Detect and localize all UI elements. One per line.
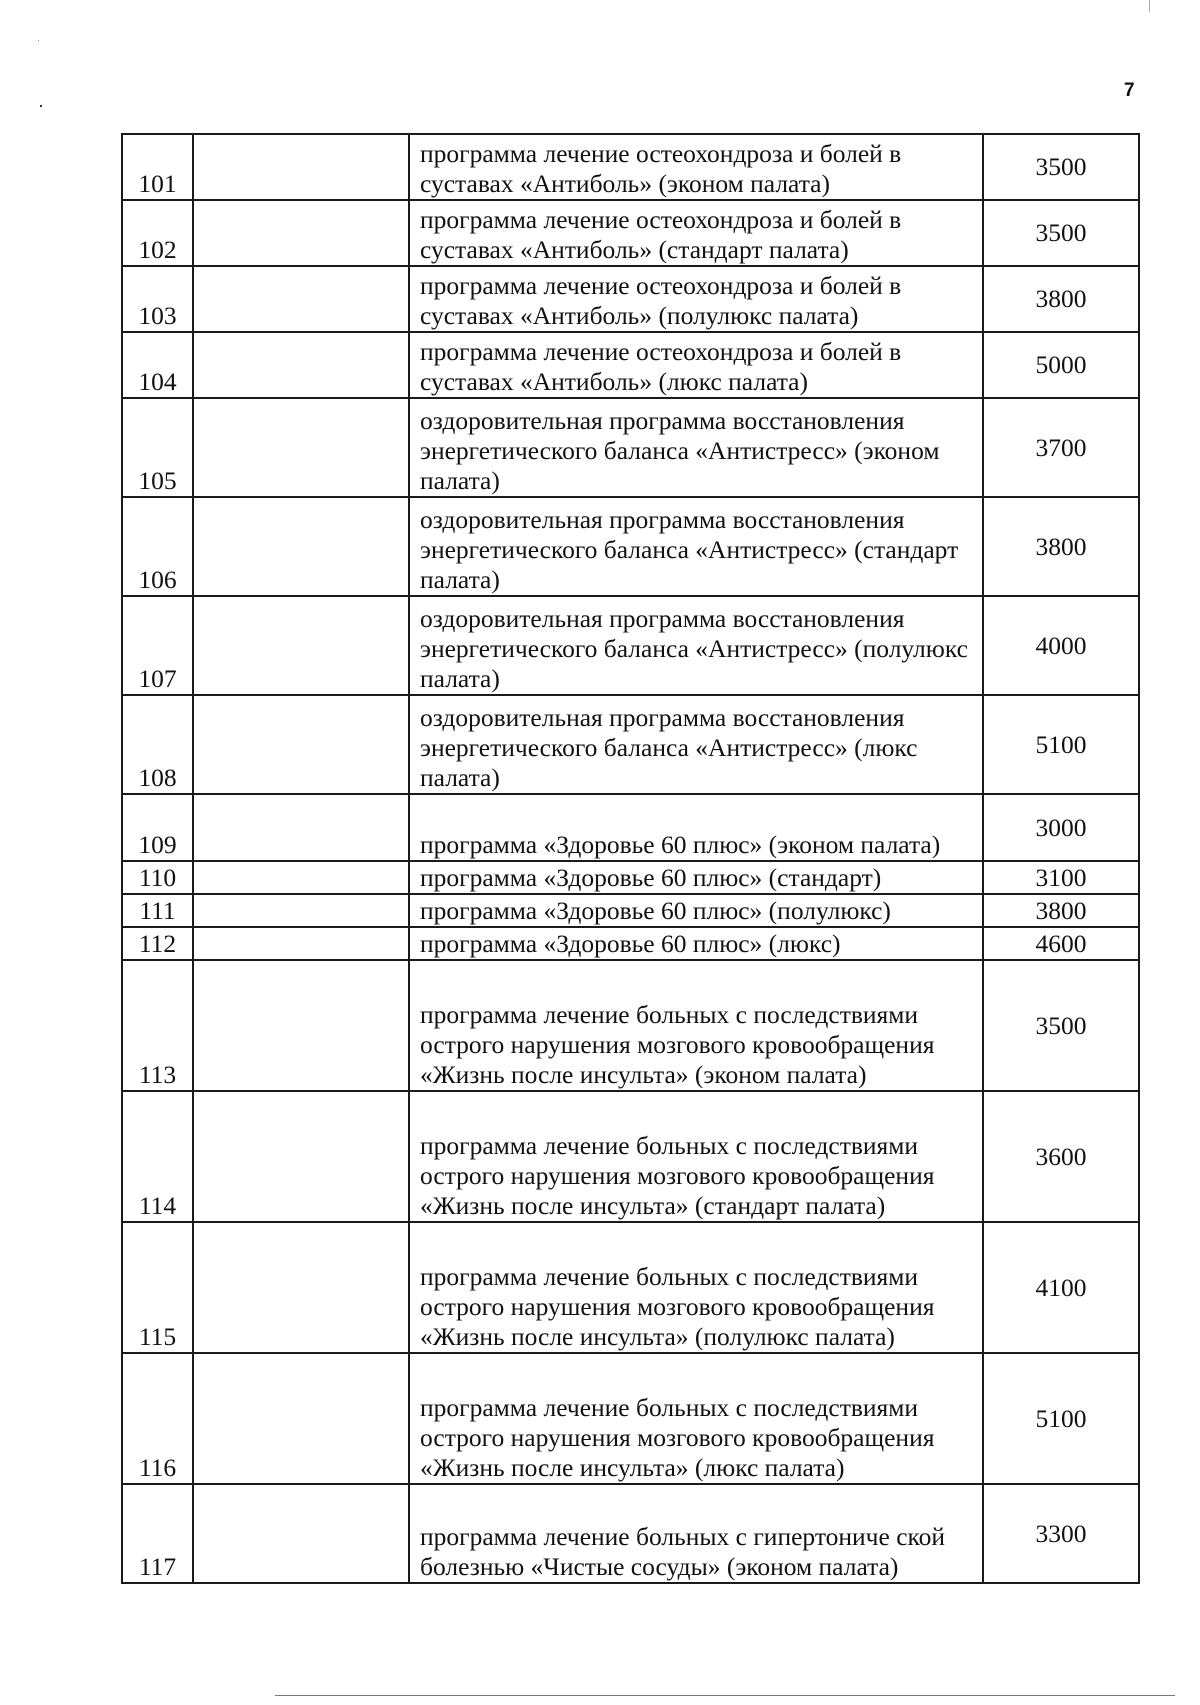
- row-code: [193, 266, 409, 332]
- row-price: 4000: [983, 596, 1139, 695]
- bottom-edge-rule: [275, 1695, 1175, 1696]
- row-price: 3700: [983, 398, 1139, 497]
- table-row: [122, 398, 1139, 497]
- row-number: 101: [122, 134, 193, 200]
- row-number: 112: [122, 927, 193, 960]
- row-price: 3000: [983, 794, 1139, 861]
- row-price: 5000: [983, 332, 1139, 398]
- table-row: [122, 1222, 1139, 1353]
- row-code: [193, 332, 409, 398]
- row-price: 3300: [983, 1484, 1139, 1583]
- row-code: [193, 134, 409, 200]
- row-code: [193, 794, 409, 861]
- scan-speck: [38, 40, 39, 41]
- table-row: [122, 497, 1139, 596]
- table-row: [122, 1484, 1139, 1583]
- table-row: [122, 927, 1139, 960]
- table-row: [122, 266, 1139, 332]
- row-service-name: оздоровительная программа восстановления энергетического баланса «Антистресс» (стандарт палата): [409, 497, 983, 596]
- row-price: 3500: [983, 200, 1139, 266]
- row-number: 107: [122, 596, 193, 695]
- row-number: 111: [122, 894, 193, 927]
- page-number: 7: [1124, 80, 1135, 101]
- row-service-name: программа лечение остеохондроза и болей в суставах «Антиболь» (полулюкс палата): [409, 266, 983, 332]
- row-service-name: программа лечение больных с гипертониче ской болезнью «Чистые сосуды» (эконом палата): [409, 1484, 983, 1583]
- price-table: [121, 133, 1140, 1584]
- row-price: 3800: [983, 266, 1139, 332]
- table-row: [122, 134, 1139, 200]
- row-service-name: программа лечение больных с последствиями острого нарушения мозгового кровообращения «Жизнь после инсульта» (полулюкс палата): [409, 1222, 983, 1353]
- table-row: [122, 1091, 1139, 1222]
- row-service-name: программа лечение остеохондроза и болей в суставах «Антиболь» (люкс палата): [409, 332, 983, 398]
- row-service-name: программа лечение больных с последствиями острого нарушения мозгового кровообращения «Жизнь после инсульта» (люкс палата): [409, 1353, 983, 1484]
- table-row: [122, 332, 1139, 398]
- row-code: [193, 200, 409, 266]
- row-price: 4100: [983, 1222, 1139, 1353]
- row-code: [193, 1484, 409, 1583]
- scan-speck: [40, 105, 42, 107]
- row-service-name: оздоровительная программа восстановления энергетического баланса «Антистресс» (полулюкс палата): [409, 596, 983, 695]
- table-row: [122, 200, 1139, 266]
- row-service-name: программа лечение больных с последствиями острого нарушения мозгового кровообращения «Жизнь после инсульта» (эконом палата): [409, 960, 983, 1091]
- row-service-name: программа «Здоровье 60 плюс» (стандарт): [409, 861, 983, 894]
- row-price: 5100: [983, 695, 1139, 794]
- row-code: [193, 398, 409, 497]
- row-service-name: программа «Здоровье 60 плюс» (полулюкс): [409, 894, 983, 927]
- row-service-name: оздоровительная программа восстановления энергетического баланса «Антистресс» (эконом палата): [409, 398, 983, 497]
- row-code: [193, 695, 409, 794]
- row-price: 3800: [983, 497, 1139, 596]
- row-number: 106: [122, 497, 193, 596]
- row-price: 4600: [983, 927, 1139, 960]
- table-row: [122, 596, 1139, 695]
- row-code: [193, 1353, 409, 1484]
- table-row: [122, 794, 1139, 861]
- row-code: [193, 894, 409, 927]
- row-code: [193, 1091, 409, 1222]
- scan-edge-mark: [1149, 0, 1150, 12]
- row-price: 3100: [983, 861, 1139, 894]
- row-code: [193, 960, 409, 1091]
- row-number: 104: [122, 332, 193, 398]
- row-code: [193, 1222, 409, 1353]
- row-service-name: программа лечение остеохондроза и болей в суставах «Антиболь» (стандарт палата): [409, 200, 983, 266]
- row-number: 114: [122, 1091, 193, 1222]
- row-number: 108: [122, 695, 193, 794]
- row-number: 113: [122, 960, 193, 1091]
- row-number: 110: [122, 861, 193, 894]
- row-price: 3500: [983, 134, 1139, 200]
- row-number: 102: [122, 200, 193, 266]
- row-number: 116: [122, 1353, 193, 1484]
- row-number: 109: [122, 794, 193, 861]
- row-service-name: программа «Здоровье 60 плюс» (люкс): [409, 927, 983, 960]
- row-service-name: программа «Здоровье 60 плюс» (эконом палата): [409, 794, 983, 861]
- row-code: [193, 927, 409, 960]
- row-number: 115: [122, 1222, 193, 1353]
- row-service-name: программа лечение остеохондроза и болей в суставах «Антиболь» (эконом палата): [409, 134, 983, 200]
- table-row: [122, 960, 1139, 1091]
- table-row: [122, 894, 1139, 927]
- row-service-name: программа лечение больных с последствиями острого нарушения мозгового кровообращения «Жизнь после инсульта» (стандарт палата): [409, 1091, 983, 1222]
- row-number: 117: [122, 1484, 193, 1583]
- row-price: 3500: [983, 960, 1139, 1091]
- row-service-name: оздоровительная программа восстановления энергетического баланса «Антистресс» (люкс палата): [409, 695, 983, 794]
- table-row: [122, 695, 1139, 794]
- row-price: 3800: [983, 894, 1139, 927]
- row-number: 105: [122, 398, 193, 497]
- table-row: [122, 861, 1139, 894]
- row-price: 3600: [983, 1091, 1139, 1222]
- row-code: [193, 596, 409, 695]
- row-code: [193, 861, 409, 894]
- row-number: 103: [122, 266, 193, 332]
- row-code: [193, 497, 409, 596]
- row-price: 5100: [983, 1353, 1139, 1484]
- table-row: [122, 1353, 1139, 1484]
